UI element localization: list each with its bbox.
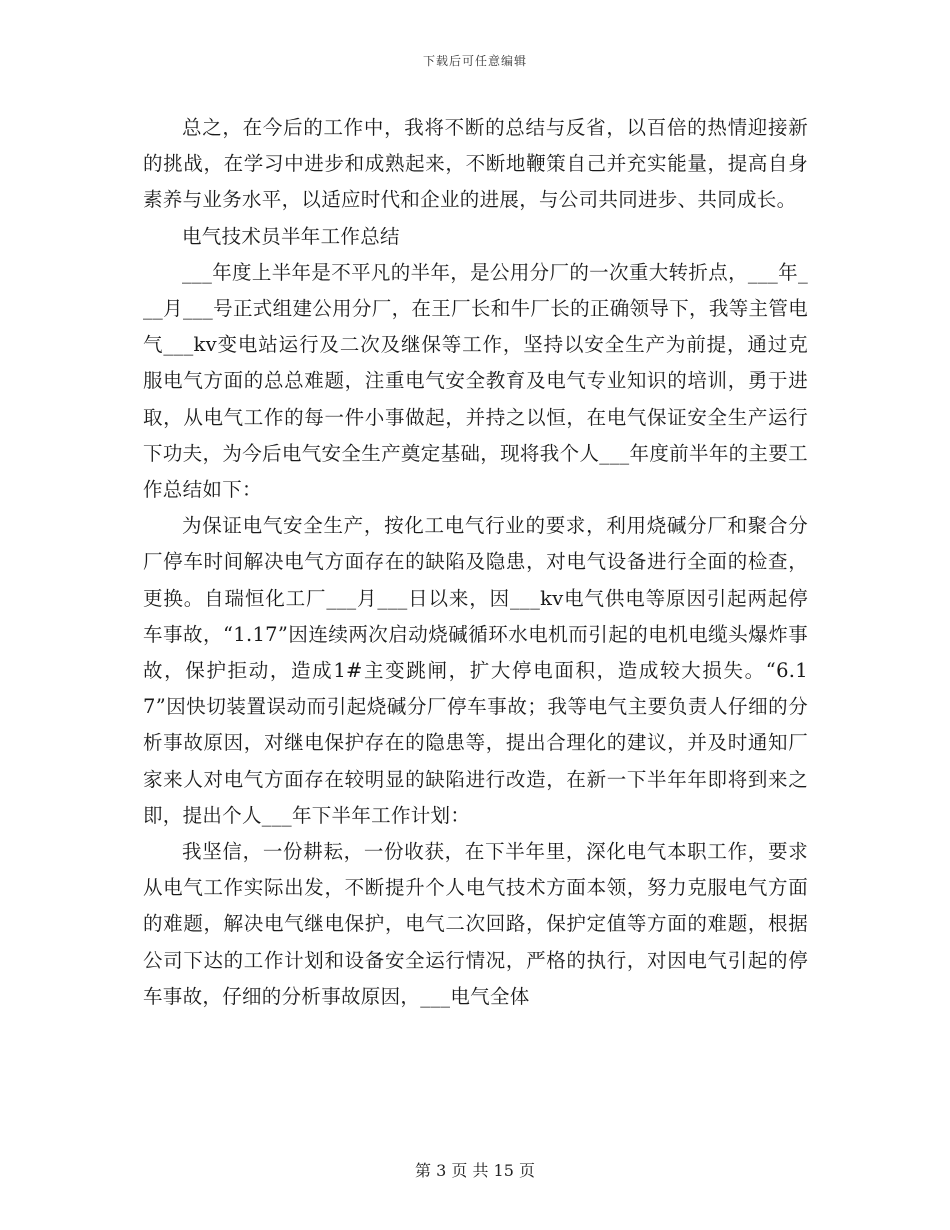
section-title: 电气技术员半年工作总结 <box>182 224 400 248</box>
paragraph-intro: ___年度上半年是不平凡的半年，是公用分厂的一次重大转折点，___年___月___号正式组建公用分厂，在王厂长和牛厂长的正确领导下，我等主管电气___kv变电站运行及二次及继保等工作，坚持以安全生产为前提，通过克服电气方面的总总难题，注重电气安全教育及电气专业知识的培训，勇于进取，从电气工作的每一件小事做起，并持之以恒，在电气保证安全生产运行下功夫，为今后电气安全生产奠定基础，现将我个人___年度前半年的主要工作总结如下： <box>143 260 808 502</box>
paragraph-incidents: 为保证电气安全生产，按化工电气行业的要求，利用烧碱分厂和聚合分厂停车时间解决电气方面存在的缺陷及隐患，对电气设备进行全面的检查，更换。自瑞恒化工厂___月___日以来，因___kv电气供电等原因引起两起停车事故，“1.17”因连续两次启动烧碱循环水电机而引起的电机电缆头爆炸事故，保护拒动，造成1#主变跳闸，扩大停电面积，造成较大损失。“6.17”因快切装置误动而引起烧碱分厂停车事故；我等电气主要负责人仔细的分析事故原因，对继电保护存在的隐患等，提出合理化的建议，并及时通知厂家来人对电气方面存在较明显的缺陷进行改造，在新一下半年年即将到来之即，提出个人___年下半年工作计划： <box>143 514 808 827</box>
document-body <box>143 110 808 1015</box>
paragraph-plan: 我坚信，一份耕耘，一份收获，在下半年里，深化电气本职工作，要求从电气工作实际出发，不断提升个人电气技术方面本领，努力克服电气方面的难题，解决电气继电保护，电气二次回路，保护定值等方面的难题，根据公司下达的工作计划和设备安全运行情况，严格的执行，对因电气引起的停车事故，仔细的分析事故原因，___电气全体 <box>143 840 808 1008</box>
page-header: 下载后可任意编辑 <box>422 54 527 68</box>
paragraph-conclusion: 总之，在今后的工作中，我将不断的总结与反省，以百倍的热情迎接新的挑战，在学习中进步和成熟起来，不断地鞭策自己并充实能量，提高自身素养与业务水平，以适应时代和企业的进展，与公司共同进步、共同成长。 <box>143 116 808 212</box>
page-number-footer: 第 3 页 共 15 页 <box>415 1161 535 1180</box>
